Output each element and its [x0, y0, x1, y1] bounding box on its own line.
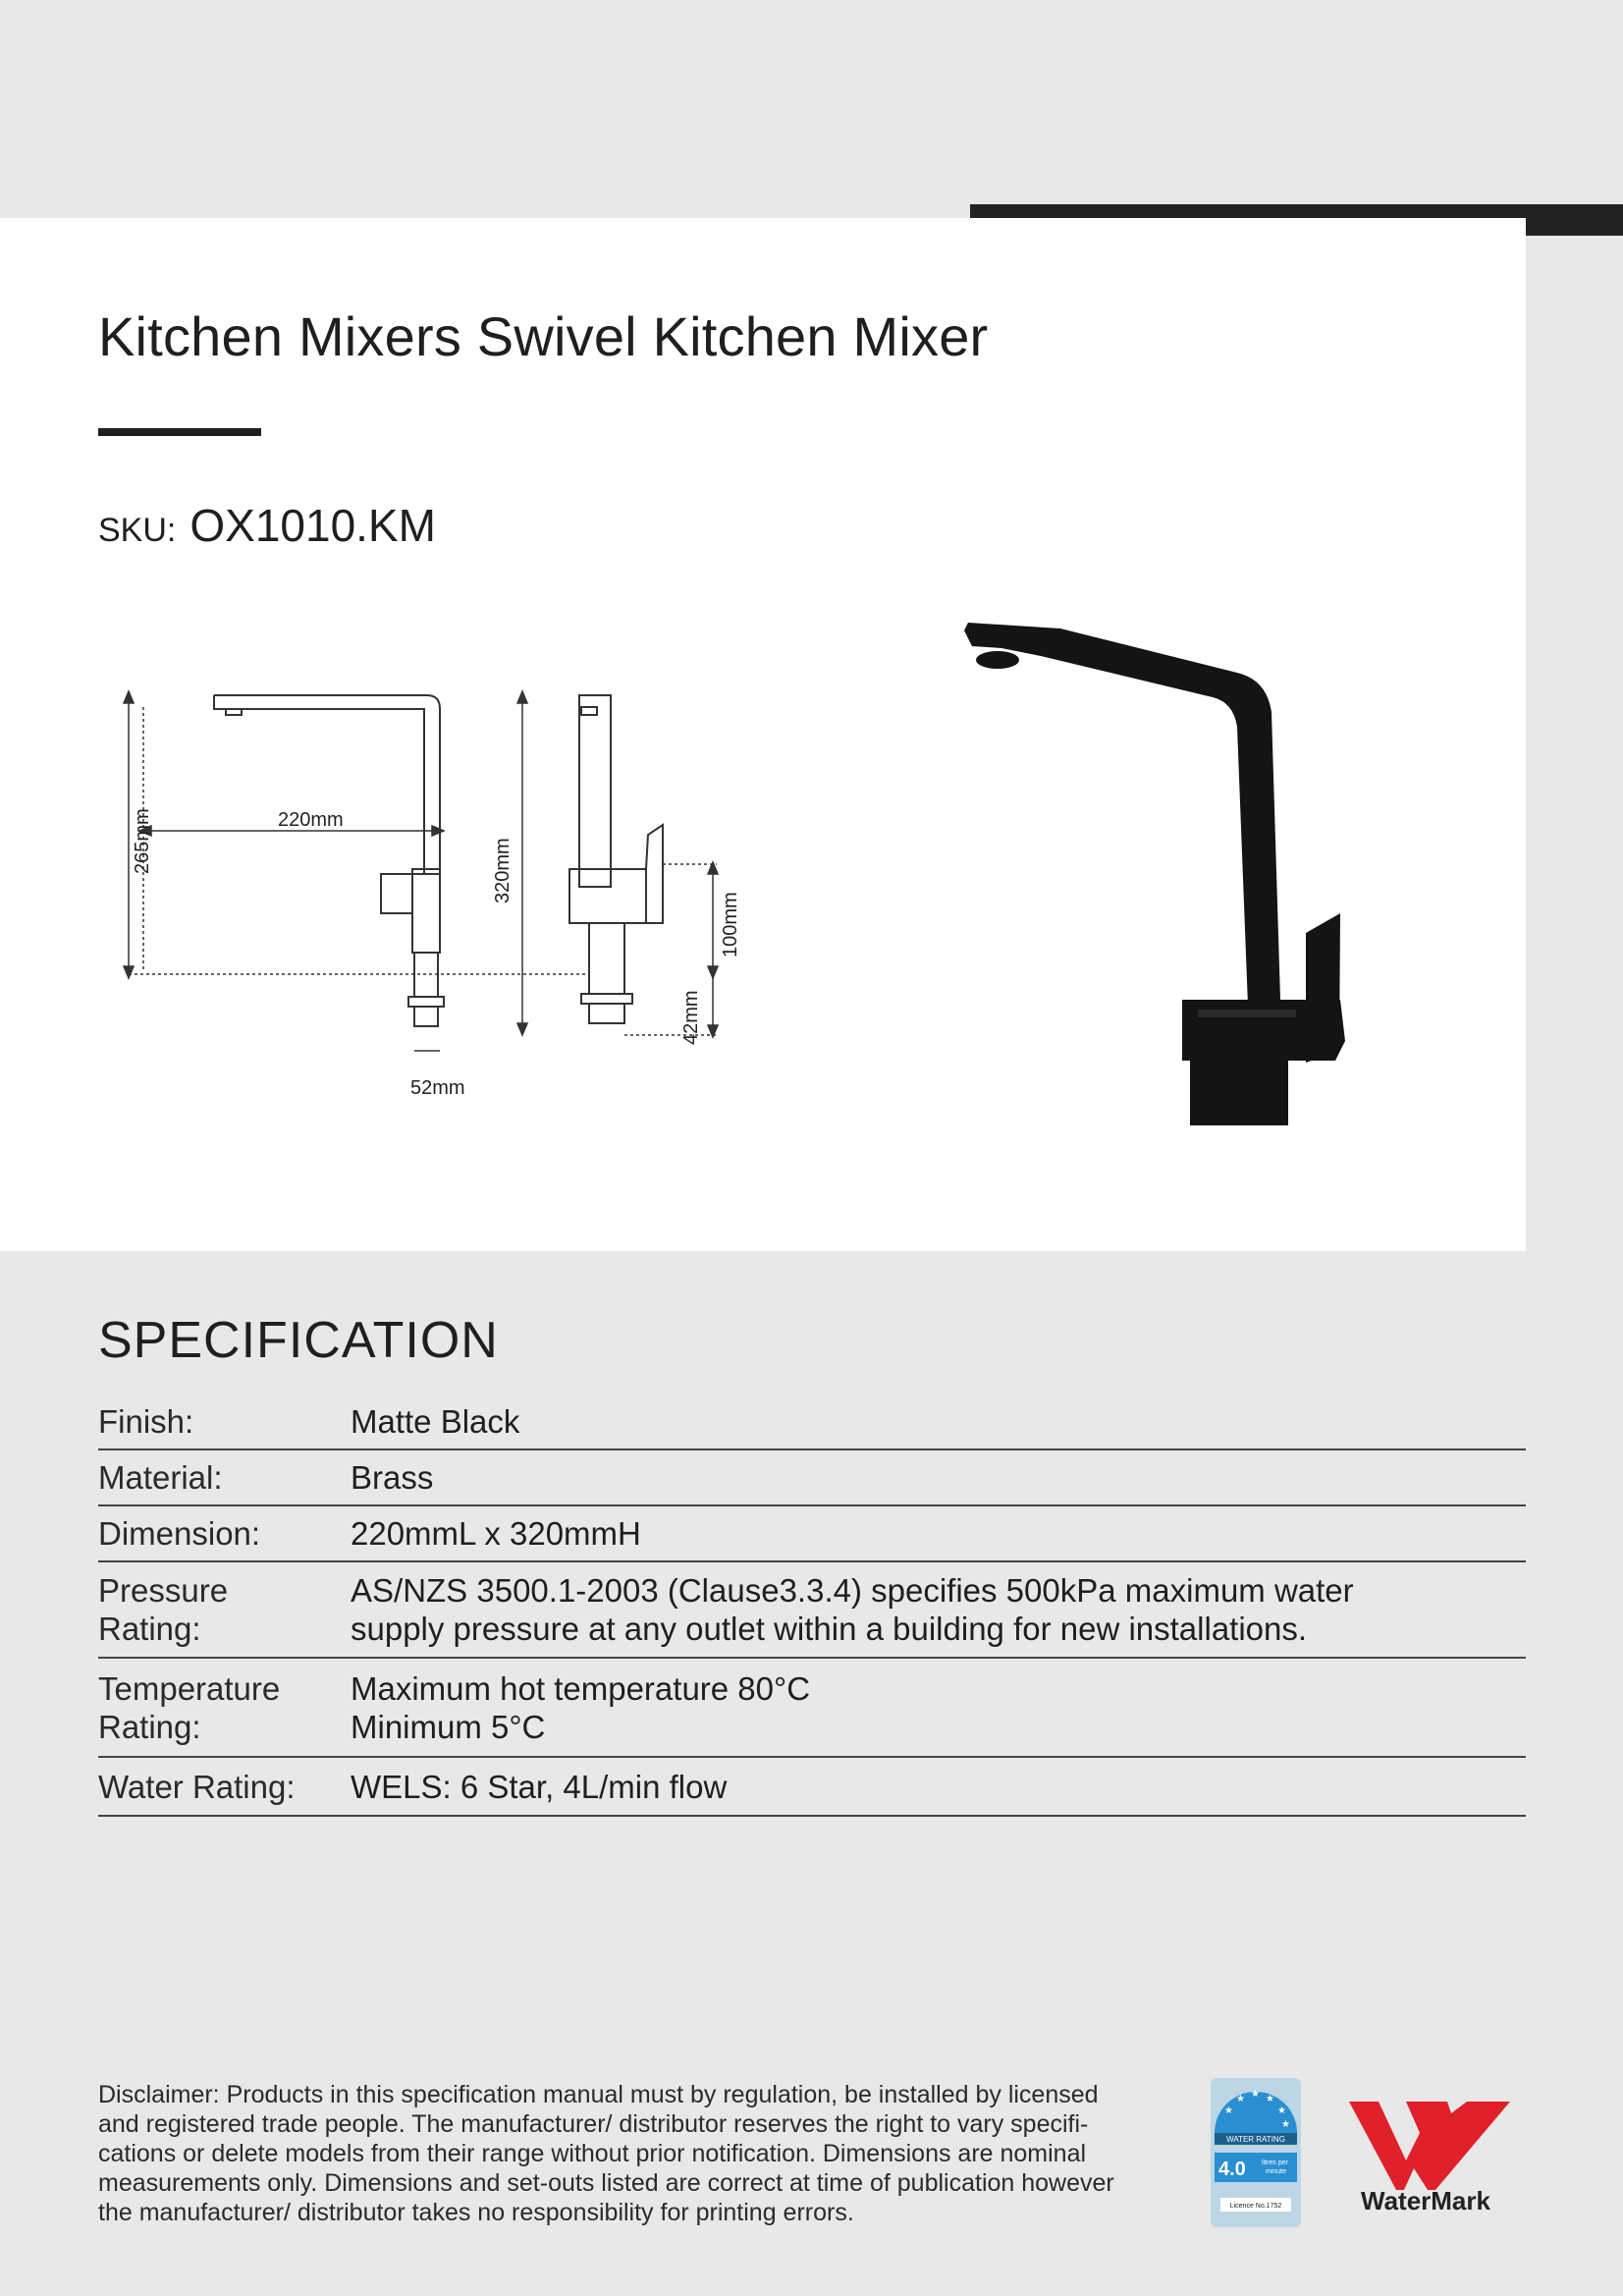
- spec-row-finish: [98, 1394, 1526, 1450]
- spec-value: Maximum hot temperature 80°C Minimum 5°C: [351, 1669, 811, 1745]
- svg-text:litres per: litres per: [1262, 2159, 1288, 2166]
- dim-265-label: 265mm: [132, 808, 153, 874]
- svg-text:minute: minute: [1266, 2168, 1287, 2175]
- svg-text:★: ★: [1236, 2094, 1245, 2105]
- spec-value: Matte Black: [351, 1403, 520, 1440]
- wels-heading: WATER RATING: [1226, 2135, 1285, 2144]
- dim-100-label: 100mm: [720, 892, 741, 957]
- spec-value: AS/NZS 3500.1-2003 (Clause3.3.4) specifies 500kPa maximum water supply pressure at any outlet within a building for new installations.: [351, 1572, 1354, 1647]
- spec-row-material: [98, 1450, 1526, 1506]
- wels-rating-value: 4.0: [1218, 2159, 1246, 2180]
- spec-label: Material:: [98, 1459, 223, 1496]
- spec-label: Finish:: [98, 1403, 194, 1440]
- product-photo: [943, 619, 1384, 1129]
- spec-row-temperature: [98, 1659, 1526, 1758]
- wels-rating-badge-icon: [1211, 2078, 1301, 2227]
- dim-52-label: 52mm: [410, 1077, 465, 1099]
- spec-label: Water Rating:: [98, 1768, 296, 1805]
- specification-table: [98, 1394, 1526, 1817]
- wels-licence: Licence No.1752: [1229, 2203, 1282, 2210]
- svg-text:★: ★: [1277, 2105, 1286, 2116]
- sku-label: SKU:: [98, 512, 177, 549]
- dim-320-label: 320mm: [492, 838, 514, 903]
- sku-line: [98, 499, 436, 552]
- svg-text:★: ★: [1266, 2094, 1274, 2105]
- spec-label: Temperature Rating:: [98, 1669, 281, 1745]
- spec-label: Dimension:: [98, 1515, 261, 1552]
- spec-label: Pressure Rating:: [98, 1572, 229, 1647]
- specification-heading: SPECIFICATION: [98, 1312, 499, 1369]
- spec-row-pressure: [98, 1562, 1526, 1659]
- dim-220-label: 220mm: [278, 809, 344, 831]
- spec-value: 220mmL x 320mmH: [351, 1515, 641, 1552]
- svg-text:★: ★: [1251, 2089, 1260, 2100]
- dim-42-label: 42mm: [680, 990, 702, 1045]
- spec-value: Brass: [351, 1459, 434, 1496]
- technical-drawing: [132, 678, 766, 1120]
- spec-row-dimension: [98, 1506, 1526, 1562]
- sku-value: OX1010.KM: [189, 500, 436, 551]
- svg-text:★: ★: [1281, 2119, 1290, 2130]
- disclaimer-text: Disclaimer: Products in this specification manual must by regulation, be installed by licensed and registered trade people. The manufacturer/ distributor reserves the right to vary specifi- cations or delete models from their range without prior notification. Dimensions are nominal measurements only. Dimensions and set-outs listed are correct at time of publication however the manufacturer/ distributor takes no responsibility for printing errors.: [98, 2081, 1114, 2226]
- page-title: Kitchen Mixers Swivel Kitchen Mixer: [98, 305, 989, 367]
- svg-text:★: ★: [1224, 2105, 1233, 2116]
- watermark-label: WaterMark: [1361, 2186, 1490, 2215]
- spec-value: WELS: 6 Star, 4L/min flow: [351, 1768, 728, 1805]
- spec-row-water-rating: [98, 1758, 1526, 1817]
- title-divider: [98, 428, 261, 436]
